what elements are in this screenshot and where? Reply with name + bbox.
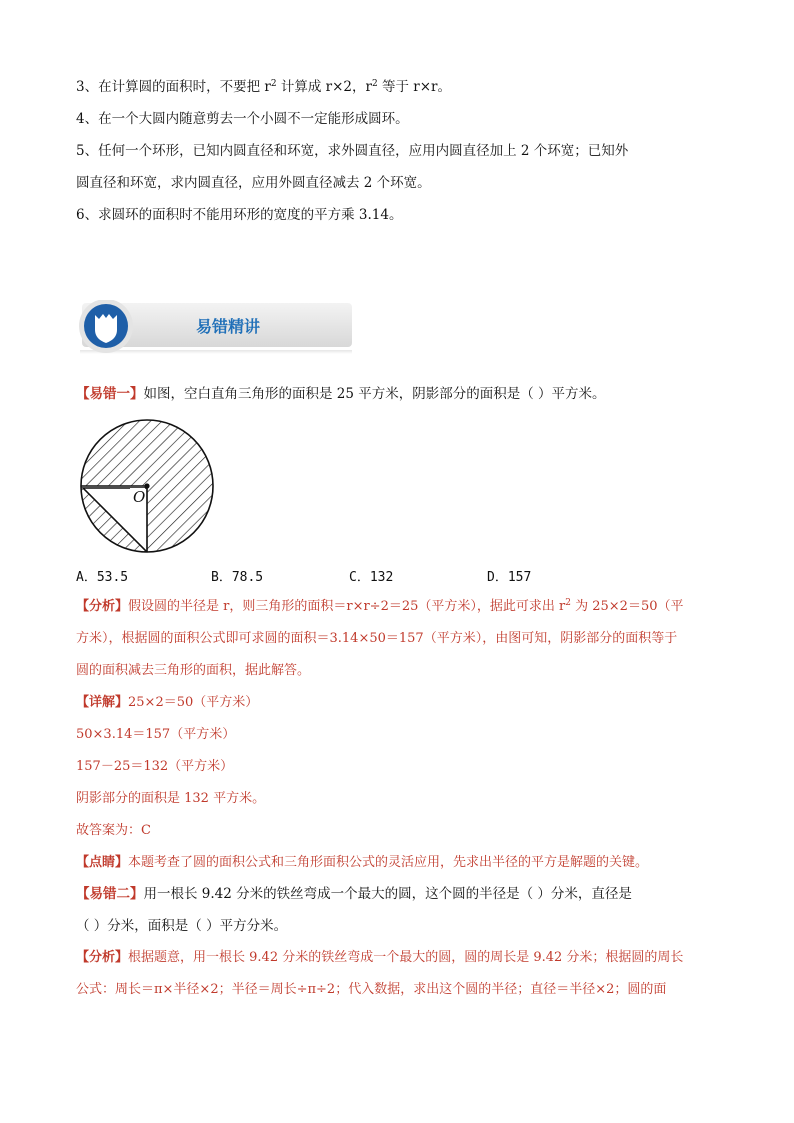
q1-comment-tag: 【点睛】 <box>76 855 129 870</box>
rule-4: 4、在一个大圆内随意剪去一个小圆不一定能形成圆环。 <box>76 111 409 127</box>
q1-analysis-sup: 2 <box>565 598 571 608</box>
q1-detail-line-3: 157－25＝132（平方米） <box>76 759 234 774</box>
q2-analysis-line-2: 公式：周长＝π×半径×2；半径＝周长÷π÷2；代入数据，求出这个圆的半径；直径＝半径×2；圆的面 <box>76 982 667 997</box>
circle-figure <box>76 416 216 556</box>
option-b: B．78.5 <box>211 570 264 585</box>
section-banner <box>76 300 352 352</box>
q2-analysis-text-1: 根据题意，用一根长 9.42 分米的铁丝弯成一个最大的圆，圆的周长是 9.42 分米；根据圆的周长 <box>128 950 684 965</box>
rule-3-text-b: 计算成 r×2，r <box>276 79 372 95</box>
center-label: O <box>133 488 146 506</box>
q2-stem-line-2: （ ）分米，面积是（ ）平方分米。 <box>76 918 288 934</box>
q1-analysis-text-a: 假设圆的半径是 r，则三角形的面积＝r×r÷2＝25（平方米），据此可求出 r <box>128 599 566 614</box>
q1-text: 如图，空白直角三角形的面积是 25 平方米，阴影部分的面积是（ ）平方米。 <box>143 386 606 402</box>
q1-comment-text: 本题考查了圆的面积公式和三角形面积公式的灵活应用，先求出半径的平方是解题的关键。 <box>128 855 649 870</box>
q1-analysis-line-2: 方米），根据圆的面积公式即可求圆的面积＝3.14×50＝157（平方米），由图可知，阴影部分的面积等于 <box>76 631 678 646</box>
q1-stem <box>76 385 606 403</box>
q1-detail-tag: 【详解】 <box>76 695 129 710</box>
q2-tag: 【易错二】 <box>76 886 144 902</box>
banner-title: 易错精讲 <box>196 317 261 336</box>
rule-5-line-1: 5、任何一个环形，已知内圆直径和环宽，求外圆直径，应用内圆直径加上 2 个环宽；已知外 <box>76 143 629 159</box>
q2-analysis-tag: 【分析】 <box>76 950 129 965</box>
q1-detail-line-4: 阴影部分的面积是 132 平方米。 <box>76 791 266 806</box>
option-d: D．157 <box>487 570 532 585</box>
q1-comment <box>76 854 648 872</box>
q2-text-1: 用一根长 9.42 分米的铁丝弯成一个最大的圆，这个圆的半径是（ ）分米，直径是 <box>143 886 632 902</box>
rule-6: 6、求圆环的面积时不能用环形的宽度的平方乘 3.14。 <box>76 207 403 223</box>
q2-analysis-line-1 <box>76 949 683 967</box>
q2-stem-line-1 <box>76 885 632 903</box>
q1-analysis-line-3: 圆的面积减去三角形的面积，据此解答。 <box>76 663 311 678</box>
q1-answer: 故答案为：C <box>76 823 151 838</box>
rule-3 <box>76 78 451 96</box>
rule-3-text-a: 3、在计算圆的面积时，不要把 r <box>76 79 271 95</box>
rule-3-sup-2: 2 <box>371 79 378 89</box>
shield-icon <box>76 300 140 356</box>
q1-tag: 【易错一】 <box>76 386 144 402</box>
option-a: A．53.5 <box>76 570 129 585</box>
q1-analysis-tag: 【分析】 <box>76 599 129 614</box>
option-c: C．132 <box>349 570 394 585</box>
q1-detail-text: 25×2＝50（平方米） <box>128 695 259 710</box>
q1-analysis-text-b: 为 25×2＝50（平 <box>570 599 684 614</box>
rule-3-text-c: 等于 r×r。 <box>377 79 452 95</box>
q1-analysis-line-1 <box>76 598 684 616</box>
q1-detail-line-1 <box>76 694 258 712</box>
q1-detail-line-2: 50×3.14＝157（平方米） <box>76 727 236 742</box>
rule-5-line-2: 圆直径和环宽，求内圆直径，应用外圆直径减去 2 个环宽。 <box>76 175 431 191</box>
rule-3-sup-1: 2 <box>270 79 277 89</box>
